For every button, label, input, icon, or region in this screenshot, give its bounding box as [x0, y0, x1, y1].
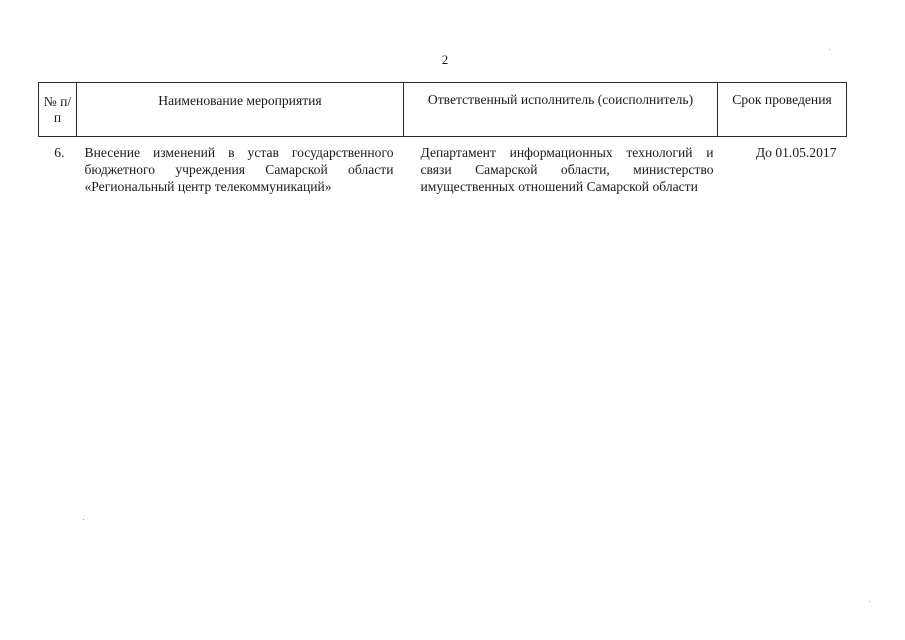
scan-speck [869, 601, 870, 602]
row-responsible: Департамент информационных технологий и связи Самарской области, министерство имущественных отношений Самарской области [420, 145, 714, 194]
header-deadline: Срок проведения [718, 83, 847, 137]
header-num: № п/п [39, 83, 77, 137]
events-table [38, 82, 847, 195]
table-row [39, 137, 847, 196]
table-header-row [39, 83, 847, 137]
page-number: 2 [441, 52, 449, 67]
scan-speck [829, 49, 830, 50]
row-num: 6. [54, 145, 65, 160]
header-name: Наименование мероприятия [77, 83, 404, 137]
header-responsible: Ответственный исполнитель (соисполнитель) [404, 83, 718, 137]
scan-speck [83, 519, 84, 520]
row-deadline: До 01.05.2017 [755, 145, 837, 160]
row-name: Внесение изменений в устав государственного бюджетного учреждения Самарской области «Региональный центр телекоммуникаций» [84, 145, 394, 194]
